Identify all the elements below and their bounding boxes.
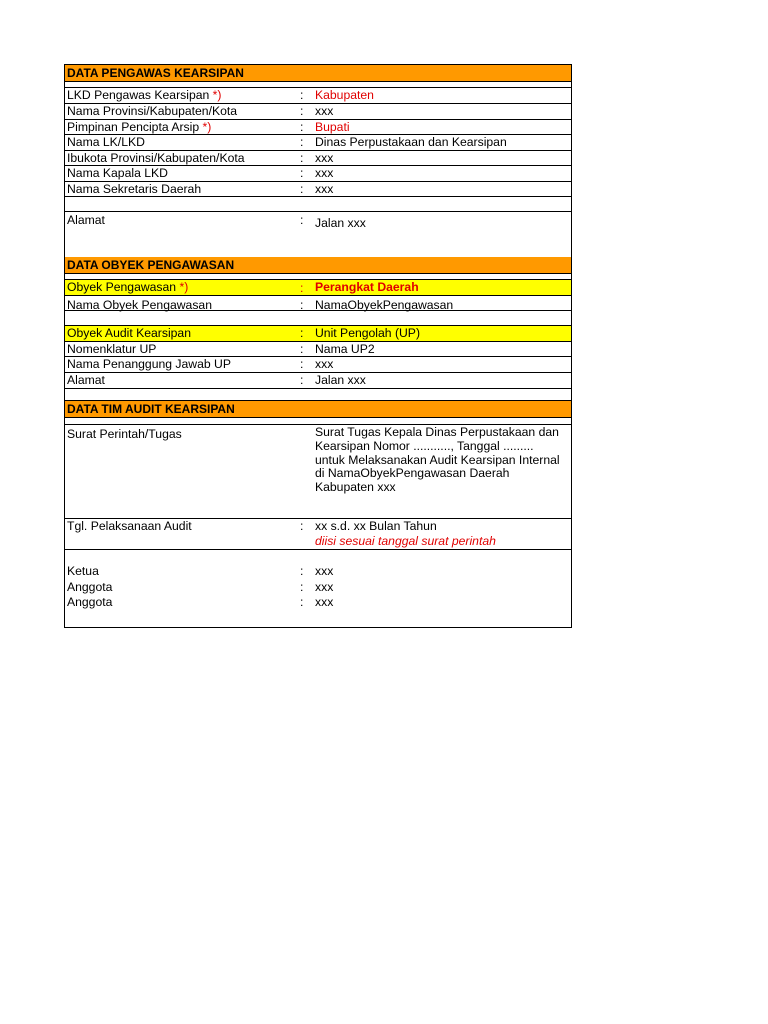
field-value[interactable]: Dinas Perpustakaan dan Kearsipan <box>315 135 507 149</box>
field-label: Nama Sekretaris Daerah <box>67 181 202 196</box>
list-item <box>65 580 571 596</box>
colon: : <box>300 166 304 180</box>
colon: : <box>300 341 304 356</box>
row-tim <box>65 550 571 628</box>
field-label: Tgl. Pelaksanaan Audit <box>67 519 192 533</box>
field-label: LKD Pengawas Kearsipan <box>67 88 210 102</box>
field-label: Ibukota Provinsi/Kabupaten/Kota <box>67 150 245 165</box>
row-sekretaris <box>65 182 571 198</box>
field-label: Surat Perintah/Tugas <box>67 427 182 441</box>
colon: : <box>300 579 304 594</box>
field-note: diisi sesuai tanggal surat perintah <box>315 534 496 548</box>
colon: : <box>300 119 304 134</box>
row-ibukota <box>65 151 571 167</box>
section-title: DATA OBYEK PENGAWASAN <box>67 258 235 272</box>
field-label: Alamat <box>67 372 105 387</box>
field-label: Obyek Pengawasan <box>67 280 177 294</box>
field-label: Anggota <box>67 595 113 609</box>
field-value[interactable]: NamaObyekPengawasan <box>315 297 454 312</box>
row-tgl-pelaksanaan <box>65 519 571 550</box>
field-value[interactable]: Kabupaten <box>315 88 374 102</box>
row-obyek-pengawasan <box>65 280 571 296</box>
field-value[interactable]: Surat Tugas Kepala Dinas Perpustakaan dan Kearsipan Nomor ..........., Tanggal ......... untuk Melaksanakan Audit Kearsipan Internal di NamaObyekPengawasan Daerah Kabupaten xxx <box>315 425 560 495</box>
field-value[interactable]: Jalan xxx <box>315 216 366 230</box>
field-value[interactable]: Unit Pengolah (UP) <box>315 326 420 340</box>
row-kapala-lkd <box>65 166 571 182</box>
field-label: Pimpinan Pencipta Arsip <box>67 119 200 134</box>
row-nomenklatur <box>65 342 571 358</box>
spacer-row <box>65 418 571 425</box>
spacer-row <box>65 311 571 326</box>
field-label: Nama Kapala LKD <box>67 166 168 180</box>
row-alamat <box>65 212 571 257</box>
field-value[interactable]: xxx <box>315 166 334 180</box>
field-value[interactable]: xx s.d. xx Bulan Tahun <box>315 519 437 533</box>
list-item <box>65 564 571 580</box>
field-label: Anggota <box>67 579 113 594</box>
colon: : <box>300 88 304 102</box>
field-label: Obyek Audit Kearsipan <box>67 326 191 340</box>
colon: : <box>300 181 304 196</box>
row-surat-perintah <box>65 425 571 519</box>
section-title: DATA PENGAWAS KEARSIPAN <box>67 66 244 80</box>
colon: : <box>300 281 304 295</box>
section-header-pengawas <box>65 65 571 82</box>
row-pimpinan <box>65 120 571 136</box>
row-lkd-pengawas <box>65 88 571 104</box>
colon: : <box>300 326 304 340</box>
colon: : <box>300 519 304 533</box>
field-value[interactable]: Jalan xxx <box>315 372 366 387</box>
row-obyek-audit <box>65 326 571 342</box>
colon: : <box>300 595 304 609</box>
field-value[interactable]: Bupati <box>315 119 350 134</box>
section-title: DATA TIM AUDIT KEARSIPAN <box>67 402 235 416</box>
field-value[interactable]: xxx <box>315 181 334 196</box>
field-label: Nama Provinsi/Kabupaten/Kota <box>67 104 238 118</box>
colon: : <box>300 297 304 312</box>
row-nama-lk <box>65 135 571 151</box>
field-value[interactable]: Perangkat Daerah <box>315 280 419 294</box>
colon: : <box>300 135 304 149</box>
list-item <box>65 595 571 611</box>
field-value[interactable]: xxx <box>315 150 334 165</box>
field-value[interactable]: xxx <box>315 357 334 371</box>
form-sheet <box>64 64 572 628</box>
colon: : <box>300 372 304 387</box>
field-label: Nama Obyek Pengawasan <box>67 297 212 312</box>
field-label: Nama Penanggung Jawab UP <box>67 357 231 371</box>
field-label: Nomenklatur UP <box>67 341 157 356</box>
spacer-row <box>65 197 571 212</box>
colon: : <box>300 357 304 371</box>
field-value[interactable]: xxx <box>315 564 334 578</box>
field-value[interactable]: xxx <box>315 579 334 594</box>
field-label: Nama LK/LKD <box>67 135 145 149</box>
colon: : <box>300 564 304 578</box>
row-nama-obyek <box>65 296 571 312</box>
colon: : <box>300 213 304 227</box>
colon: : <box>300 104 304 118</box>
required-mark: *) <box>202 119 212 134</box>
field-value[interactable]: xxx <box>315 104 334 118</box>
field-value[interactable]: xxx <box>315 595 334 609</box>
team-list <box>65 564 571 611</box>
row-alamat-up <box>65 373 571 389</box>
spacer-row <box>65 388 571 401</box>
field-value[interactable]: Nama UP2 <box>315 341 375 356</box>
field-label: Alamat <box>67 213 105 227</box>
field-label: Ketua <box>67 564 99 578</box>
section-header-tim <box>65 401 571 418</box>
row-penanggung-jawab <box>65 357 571 373</box>
required-mark: *) <box>212 88 222 102</box>
row-nama-provinsi <box>65 104 571 120</box>
section-header-obyek <box>65 257 571 274</box>
colon: : <box>300 150 304 165</box>
required-mark: *) <box>179 280 189 294</box>
